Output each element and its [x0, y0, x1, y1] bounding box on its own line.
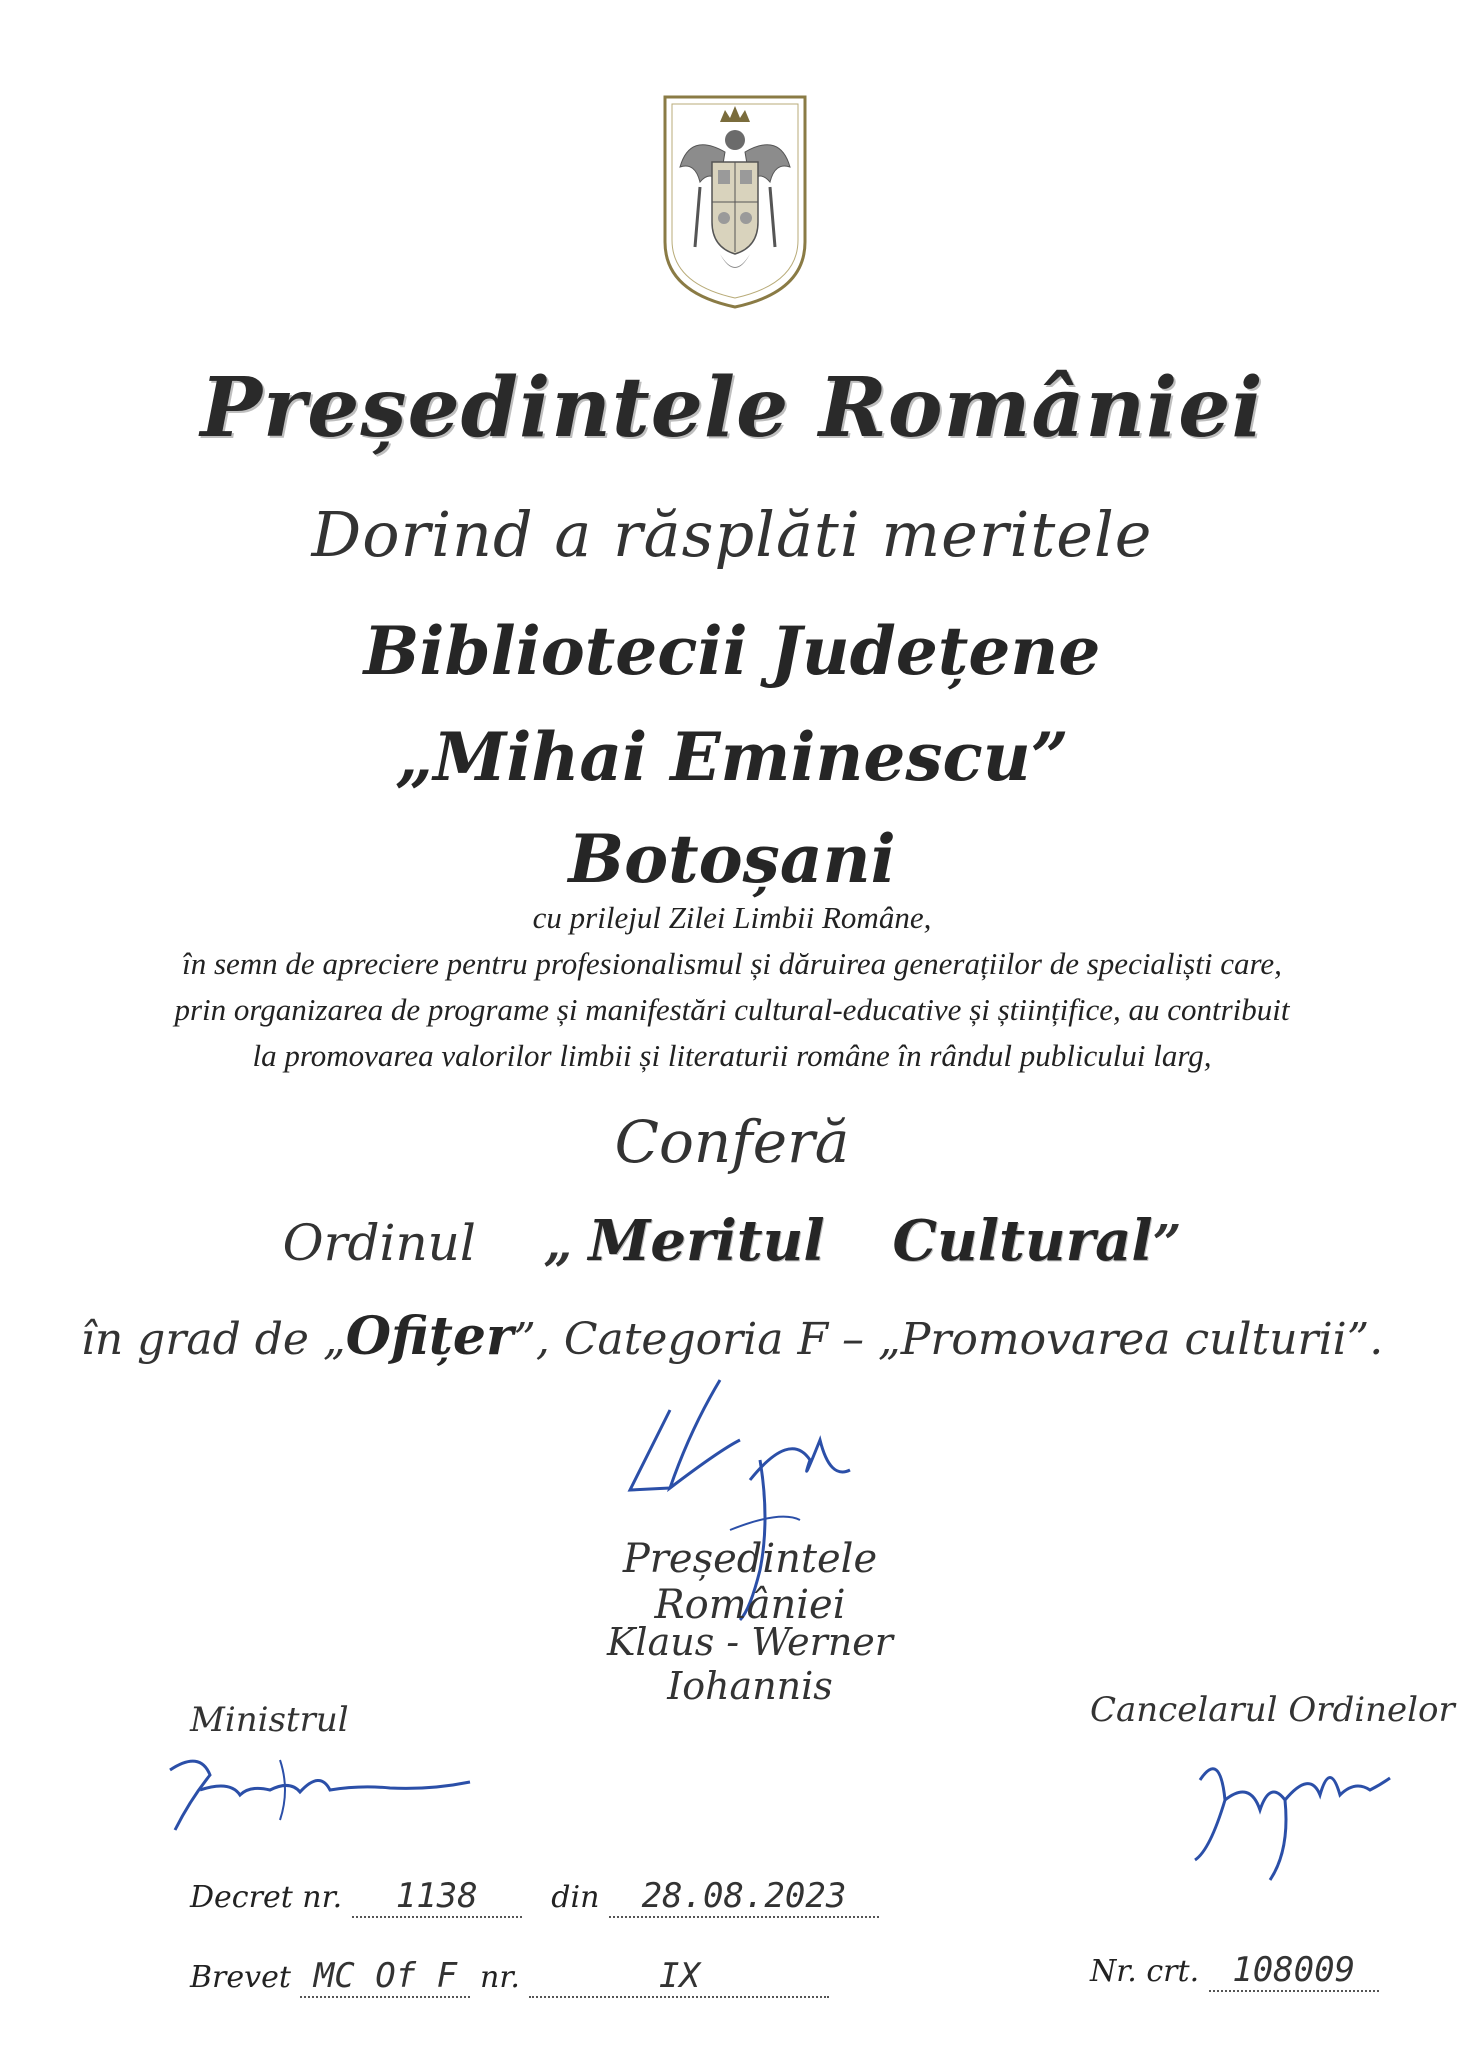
- chancellor-signature: [1180, 1740, 1400, 1890]
- grade-line: [0, 1306, 1464, 1367]
- grade-open-quote: „: [322, 1314, 346, 1365]
- grade-close-quote: ”,: [513, 1314, 550, 1365]
- president-title: Președintele României: [622, 1536, 878, 1628]
- nrcrt-value: 108009: [1209, 1950, 1379, 1992]
- brevet-nr-label: nr.: [480, 1960, 520, 1995]
- decret-number: 1138: [352, 1876, 522, 1918]
- brevet-code: MC Of F: [300, 1956, 470, 1998]
- minister-label: Ministrul: [190, 1700, 349, 1740]
- romania-coat-of-arms-icon: [660, 92, 810, 312]
- nrcrt-row: [1090, 1950, 1379, 1992]
- decret-label: Decret nr.: [190, 1880, 343, 1915]
- award-verb: Conferă: [614, 1108, 850, 1176]
- category-prefix: Categoria F –: [563, 1314, 864, 1365]
- president-name: Klaus - Werner Iohannis: [607, 1620, 893, 1708]
- recipient-line-3: Botoșani: [568, 820, 896, 898]
- order-prefix: Ordinul: [282, 1214, 476, 1272]
- decret-row: [190, 1876, 879, 1918]
- decret-date: 28.08.2023: [609, 1876, 879, 1918]
- din-label: din: [551, 1880, 600, 1915]
- minister-signature: [130, 1730, 510, 1860]
- category-value: „Promovarea culturii”.: [877, 1314, 1384, 1365]
- order-close-quote: ”: [1152, 1213, 1182, 1272]
- motivation-line: la promovarea valorilor limbii și literaturii române în rândul publicului larg,: [252, 1038, 1212, 1073]
- brevet-row: [190, 1956, 829, 1998]
- brevet-number: IX: [529, 1956, 829, 1998]
- motivation-line: prin organizarea de programe și manifestări cultural-educative și științifice, au contribuit: [174, 992, 1290, 1027]
- document-subtitle: Dorind a răsplăti meritele: [311, 498, 1153, 571]
- order-name-word-1: Meritul: [588, 1208, 825, 1274]
- recipient-line-2: „Mihai Eminescu”: [395, 718, 1069, 796]
- order-line: [0, 1208, 1464, 1274]
- chancellor-label: Cancelarul Ordinelor: [1090, 1690, 1455, 1730]
- grade-value: Ofițer: [345, 1306, 514, 1367]
- motivation-line: cu prilejul Zilei Limbii Române,: [532, 900, 932, 935]
- grade-prefix: în grad de: [80, 1314, 309, 1365]
- nrcrt-label: Nr. crt.: [1090, 1954, 1200, 1989]
- recipient-line-1: Bibliotecii Județene: [363, 612, 1101, 690]
- order-name-word-2: Cultural: [892, 1208, 1153, 1274]
- motivation-line: în semn de apreciere pentru profesionalismul și dăruirea generațiilor de specialiști care,: [182, 946, 1282, 981]
- order-open-quote: „: [543, 1213, 573, 1272]
- brevet-label: Brevet: [190, 1960, 291, 1995]
- document-title: Președintele României: [200, 360, 1264, 456]
